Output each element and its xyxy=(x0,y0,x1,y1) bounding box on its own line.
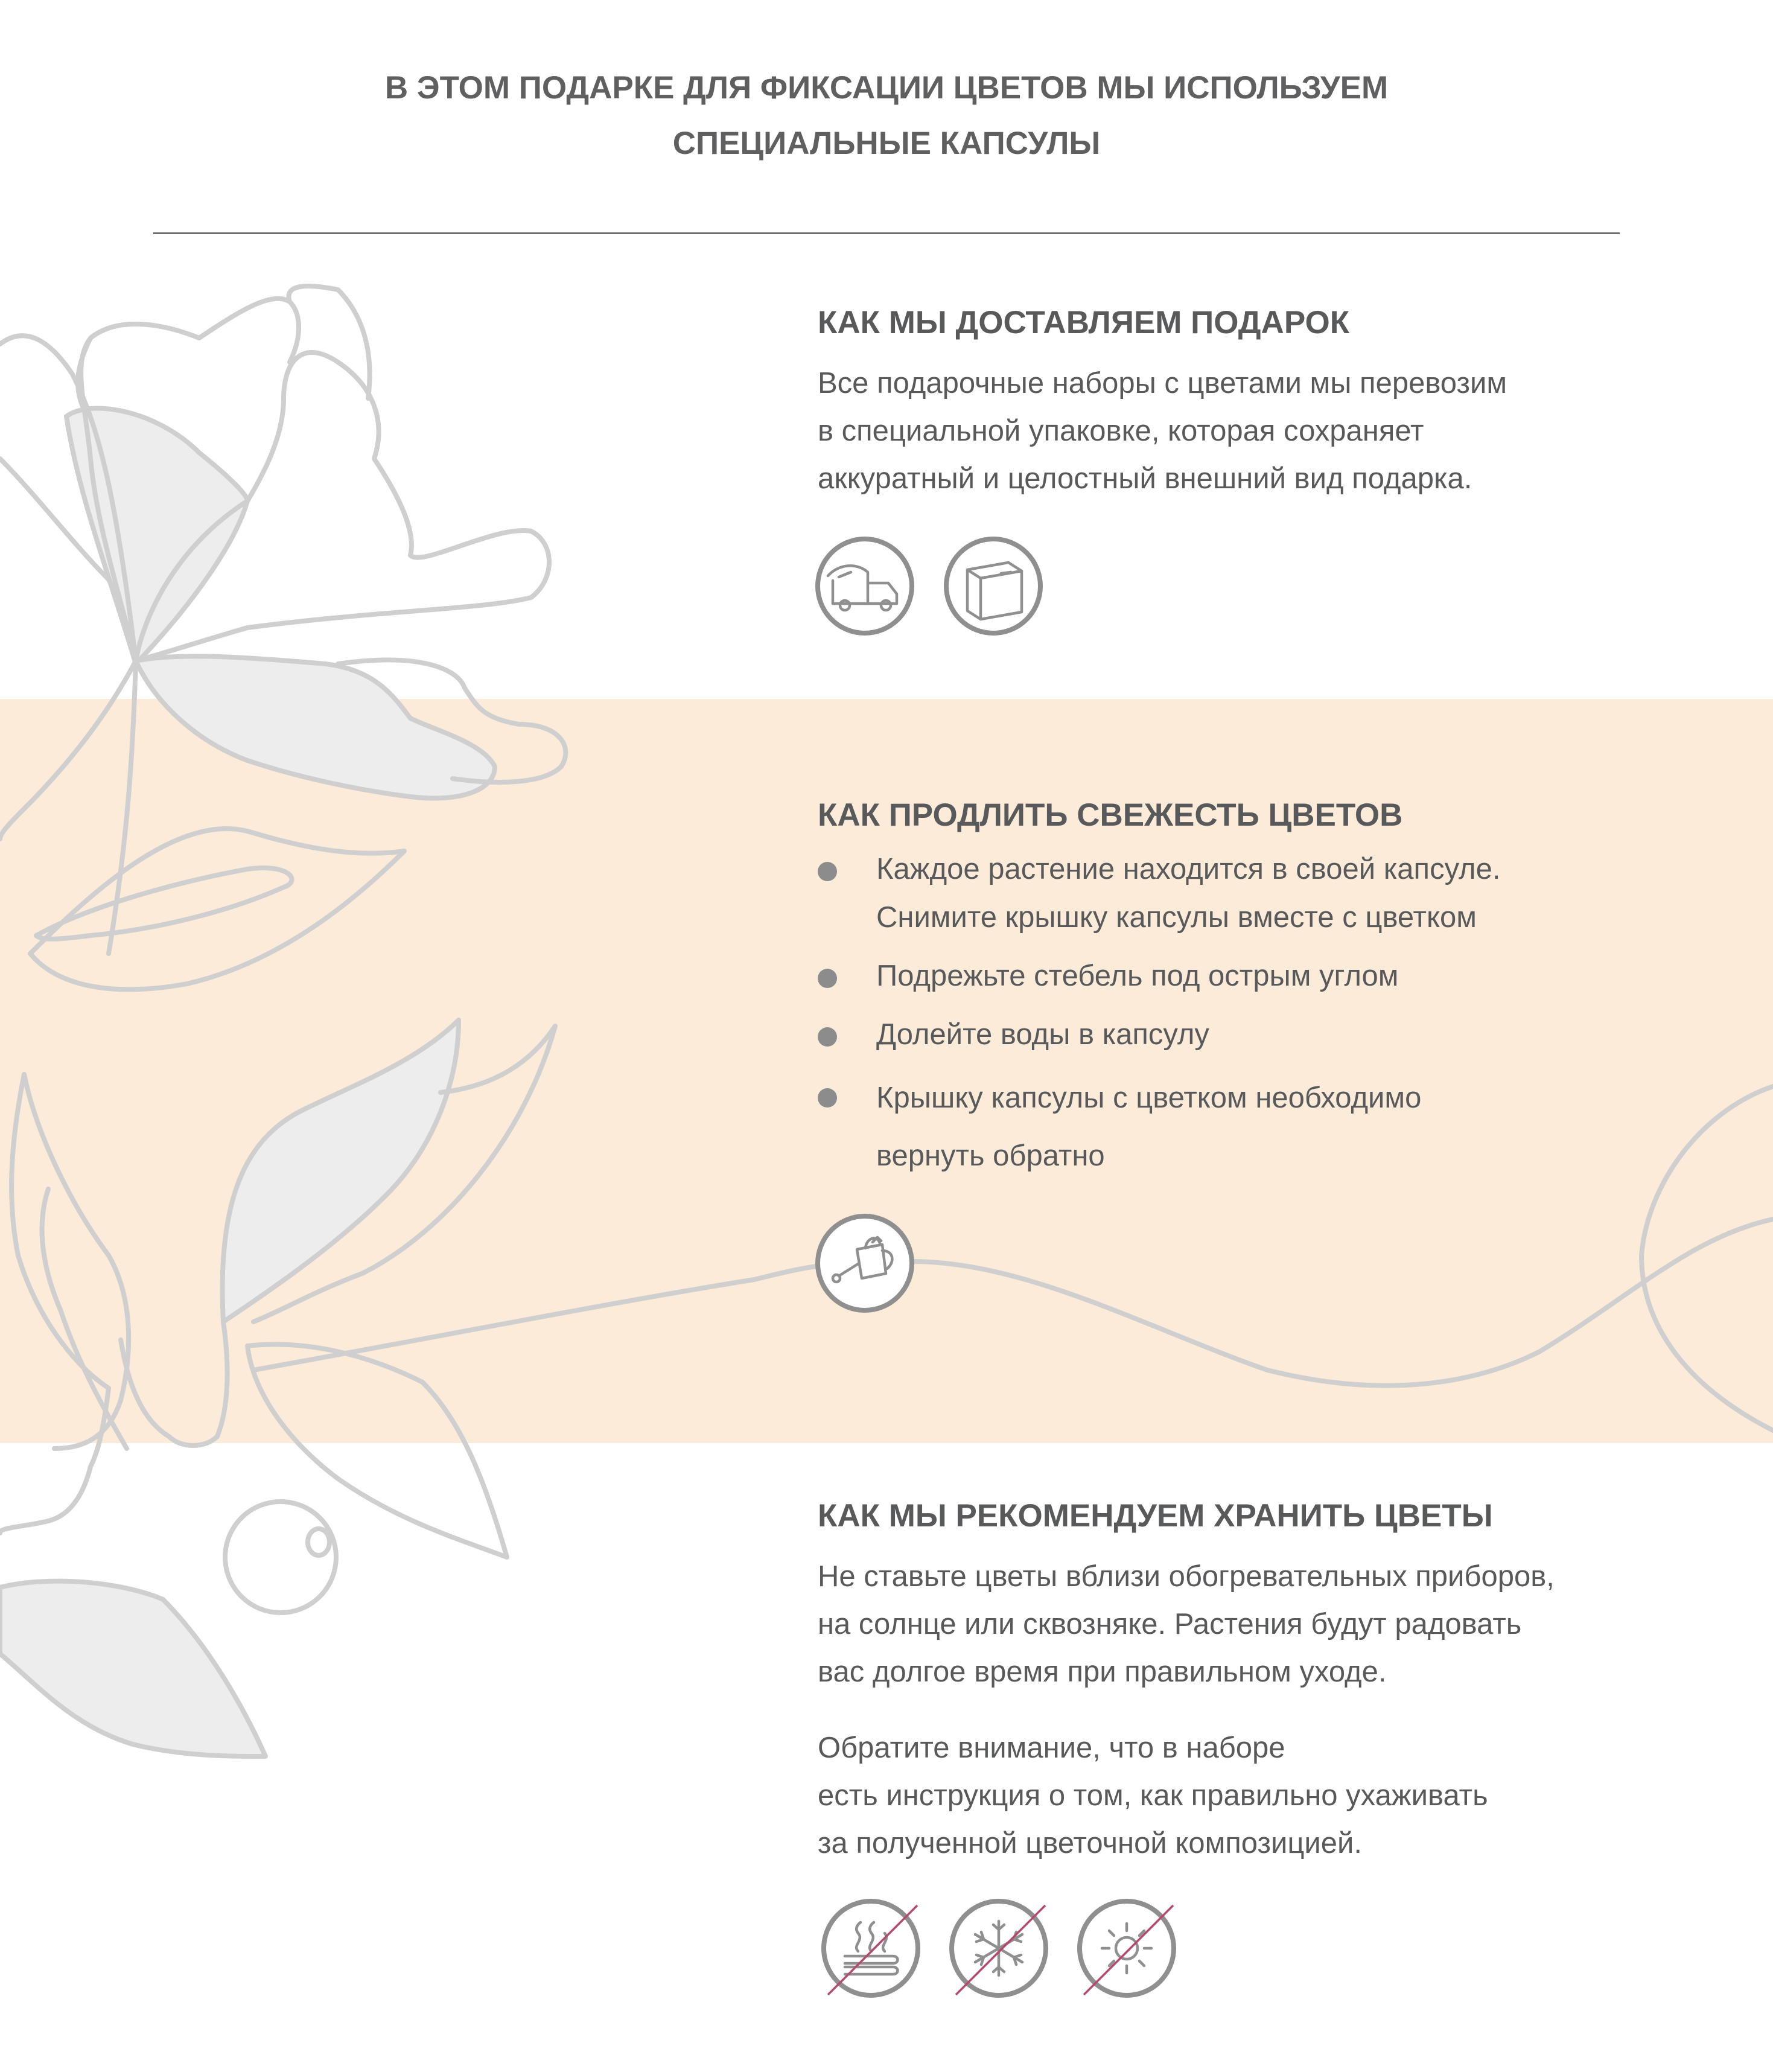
list-item xyxy=(818,1010,1693,1059)
step-line: вернуть обратно xyxy=(876,1140,1105,1172)
storage-note xyxy=(818,1724,1693,1867)
list-item xyxy=(818,952,1693,1000)
header-line-2: СПЕЦИАЛЬНЫЕ КАПСУЛЫ xyxy=(672,126,1101,161)
storage-line: на солнце или сквозняке. Растения будут радовать xyxy=(818,1608,1522,1640)
storage-line: Не ставьте цветы вблизи обогревательных приборов, xyxy=(818,1560,1555,1593)
step-line: Каждое растение находится в своей капсуле. xyxy=(876,853,1501,885)
storage-title: КАК МЫ РЕКОМЕНДУЕМ ХРАНИТЬ ЦВЕТЫ xyxy=(818,1498,1493,1534)
list-item xyxy=(818,1069,1693,1185)
freshness-steps xyxy=(818,845,1693,1185)
note-line: Обратите внимание, что в наборе xyxy=(818,1732,1285,1764)
header-divider xyxy=(153,232,1620,234)
step-line: Снимите крышку капсулы вместе с цветком xyxy=(876,901,1477,934)
delivery-line: в специальной упаковке, которая сохраняет xyxy=(818,415,1424,447)
list-item xyxy=(818,845,1693,942)
delivery-line: аккуратный и целостный внешний вид подарка. xyxy=(818,462,1472,495)
storage-line: вас долгое время при правильном уходе. xyxy=(818,1656,1387,1688)
no-heater-icon xyxy=(821,1898,921,1998)
delivery-truck-icon xyxy=(815,536,915,636)
delivery-title: КАК МЫ ДОСТАВЛЯЕМ ПОДАРОК xyxy=(818,305,1350,340)
no-cold-icon xyxy=(949,1898,1049,1998)
header-line-1: В ЭТОМ ПОДАРКЕ ДЛЯ ФИКСАЦИИ ЦВЕТОВ МЫ ИСПОЛЬЗУЕМ xyxy=(384,70,1389,106)
storage-section xyxy=(818,1495,1693,1867)
watering-can-icon xyxy=(815,1213,915,1313)
note-line: за полученной цветочной композицией. xyxy=(818,1827,1363,1860)
delivery-text xyxy=(818,360,1693,503)
step-line: Крышку капсулы с цветком необходимо xyxy=(876,1082,1422,1114)
step-line: Подрежьте стебель под острым углом xyxy=(876,960,1399,992)
delivery-section xyxy=(818,302,1693,503)
step-line: Долейте воды в капсулу xyxy=(876,1018,1209,1051)
freshness-section xyxy=(818,794,1693,1195)
gift-box-icon xyxy=(943,536,1043,636)
storage-text xyxy=(818,1553,1693,1696)
page-header xyxy=(91,60,1682,171)
freshness-title: КАК ПРОДЛИТЬ СВЕЖЕСТЬ ЦВЕТОВ xyxy=(818,797,1403,833)
no-sun-icon xyxy=(1077,1898,1177,1998)
delivery-line: Все подарочные наборы с цветами мы перевозим xyxy=(818,367,1507,400)
note-line: есть инструкция о том, как правильно ухаживать xyxy=(818,1779,1488,1812)
